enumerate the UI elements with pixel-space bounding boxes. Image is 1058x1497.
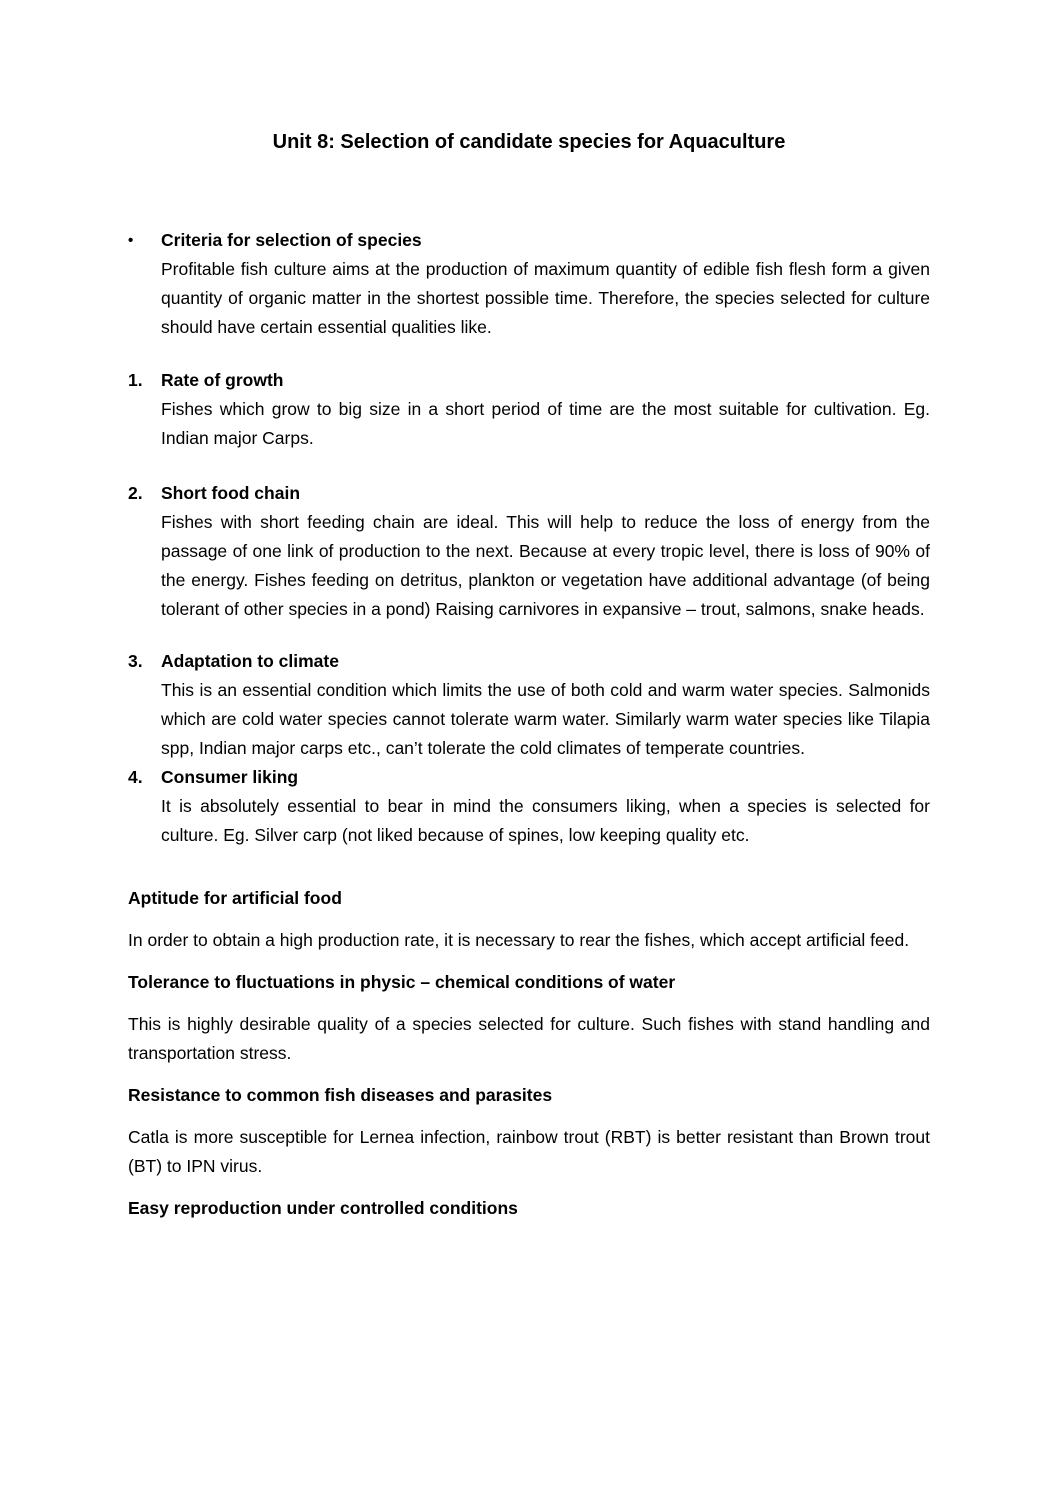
section-heading-aptitude: Aptitude for artificial food (128, 888, 342, 908)
numbered-item-adaptation-to-climate (128, 647, 930, 763)
page-title: Unit 8: Selection of candidate species for Aquaculture (272, 131, 786, 153)
numbered-item-consumer-liking (128, 763, 930, 850)
item-number: 3. (128, 651, 143, 671)
section-body-resistance: Catla is more susceptible for Lernea infection, rainbow trout (RBT) is better resistant than Brown trout (BT) to IPN virus. (128, 1127, 930, 1176)
item-body: This is an essential condition which limits the use of both cold and warm water species. Salmonids which are cold water species cannot tolerate warm water. Similarly warm water species like Tilapia spp, Indian major carps etc., can’t tolerate the cold climates of temperate countries. (161, 680, 930, 758)
item-heading: Consumer liking (161, 767, 299, 787)
numbered-item-short-food-chain (128, 479, 930, 624)
item-heading: Adaptation to climate (161, 651, 339, 671)
document-content (128, 226, 930, 1223)
item-number: 1. (128, 370, 143, 390)
item-number: 4. (128, 767, 143, 787)
item-number: 2. (128, 483, 143, 503)
criteria-body: Profitable fish culture aims at the production of maximum quantity of edible fish flesh form a given quantity of organic matter in the shortest possible time. Therefore, the species selected for culture should have certain essential qualities like. (161, 259, 930, 337)
section-heading-tolerance: Tolerance to fluctuations in physic – chemical conditions of water (128, 972, 676, 992)
item-heading: Rate of growth (161, 370, 284, 390)
section-heading-easy-reproduction: Easy reproduction under controlled conditions (128, 1198, 518, 1218)
item-heading: Short food chain (161, 483, 301, 503)
item-body: Fishes with short feeding chain are ideal. This will help to reduce the loss of energy from the passage of one link of production to the next. Because at every tropic level, there is loss of 90% of the energy. Fishes feeding on detritus, plankton or vegetation have additional advantage (of being tolerant of other species in a pond) Raising carnivores in expansive – trout, salmons, snake heads. (161, 512, 930, 619)
criteria-heading: Criteria for selection of species (161, 230, 422, 250)
numbered-item-rate-of-growth (128, 366, 930, 453)
item-body: Fishes which grow to big size in a short period of time are the most suitable for cultivation. Eg. Indian major Carps. (161, 399, 930, 448)
criteria-section (128, 226, 930, 342)
section-body-aptitude: In order to obtain a high production rate, it is necessary to rear the fishes, which accept artificial feed. (128, 930, 910, 950)
section-body-tolerance: This is highly desirable quality of a species selected for culture. Such fishes with stand handling and transportation stress. (128, 1014, 930, 1063)
section-heading-resistance: Resistance to common fish diseases and parasites (128, 1085, 553, 1105)
bullet-icon: • (128, 232, 134, 249)
item-body: It is absolutely essential to bear in mind the consumers liking, when a species is selected for culture. Eg. Silver carp (not liked because of spines, low keeping quality etc. (161, 796, 930, 845)
